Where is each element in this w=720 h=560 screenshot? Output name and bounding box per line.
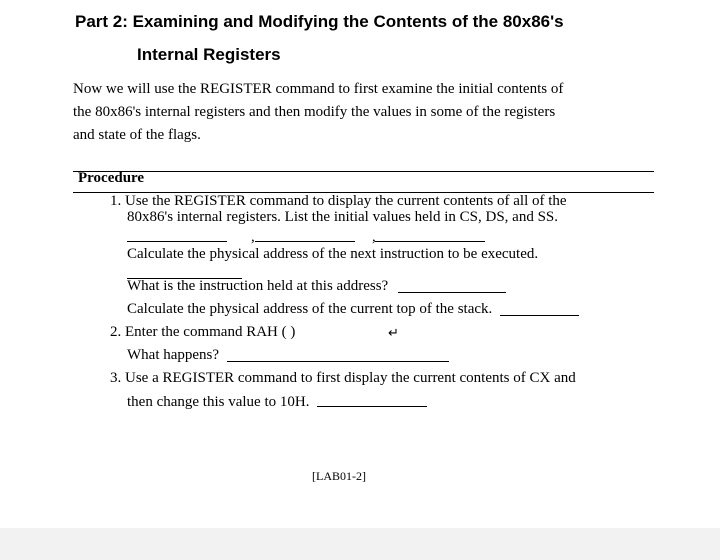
viewer-bottom-bar xyxy=(0,528,720,560)
cx-value-blank[interactable] xyxy=(317,406,427,407)
separator-comma-1: , xyxy=(251,229,255,245)
step2-question-what-happens: What happens? xyxy=(127,347,220,363)
step1-line1: 1. Use the REGISTER command to display the current contents of all of the xyxy=(110,193,567,209)
cs-value-blank[interactable] xyxy=(127,241,227,242)
footer-label: [LAB01-2] xyxy=(312,469,366,483)
separator-comma-2: , xyxy=(372,229,376,245)
page-title-line2: Internal Registers xyxy=(137,45,281,64)
step1-line2: 80x86's internal registers. List the initial values held in CS, DS, and SS. xyxy=(127,209,559,225)
intro-line-1: Now we will use the REGISTER command to first examine the initial contents of xyxy=(73,81,564,97)
intro-line-2: the 80x86's internal registers and then modify the values in some of the registers xyxy=(73,104,556,120)
enter-key-icon: ↵ xyxy=(388,326,399,341)
ds-value-blank[interactable] xyxy=(255,241,355,242)
intro-line-3: and state of the flags. xyxy=(73,127,201,143)
procedure-top-rule xyxy=(73,171,654,172)
step1-question-instruction: What is the instruction held at this address? xyxy=(127,278,389,294)
step1-question-physical-address: Calculate the physical address of the next instruction to be executed. xyxy=(127,246,539,262)
step2-line1: 2. Enter the command RAH ( ) xyxy=(110,324,296,340)
procedure-heading: Procedure xyxy=(78,170,145,186)
step1-question-stack-address: Calculate the physical address of the current top of the stack. xyxy=(127,301,493,317)
step3-line1: 3. Use a REGISTER command to first display the current contents of CX and xyxy=(110,370,576,386)
page-title-line1: Part 2: Examining and Modifying the Contents of the 80x86's xyxy=(75,12,564,31)
ss-value-blank[interactable] xyxy=(375,241,485,242)
stack-address-blank[interactable] xyxy=(500,315,579,316)
instruction-blank[interactable] xyxy=(398,292,506,293)
step3-line2: then change this value to 10H. xyxy=(127,394,310,410)
what-happens-blank[interactable] xyxy=(227,361,449,362)
